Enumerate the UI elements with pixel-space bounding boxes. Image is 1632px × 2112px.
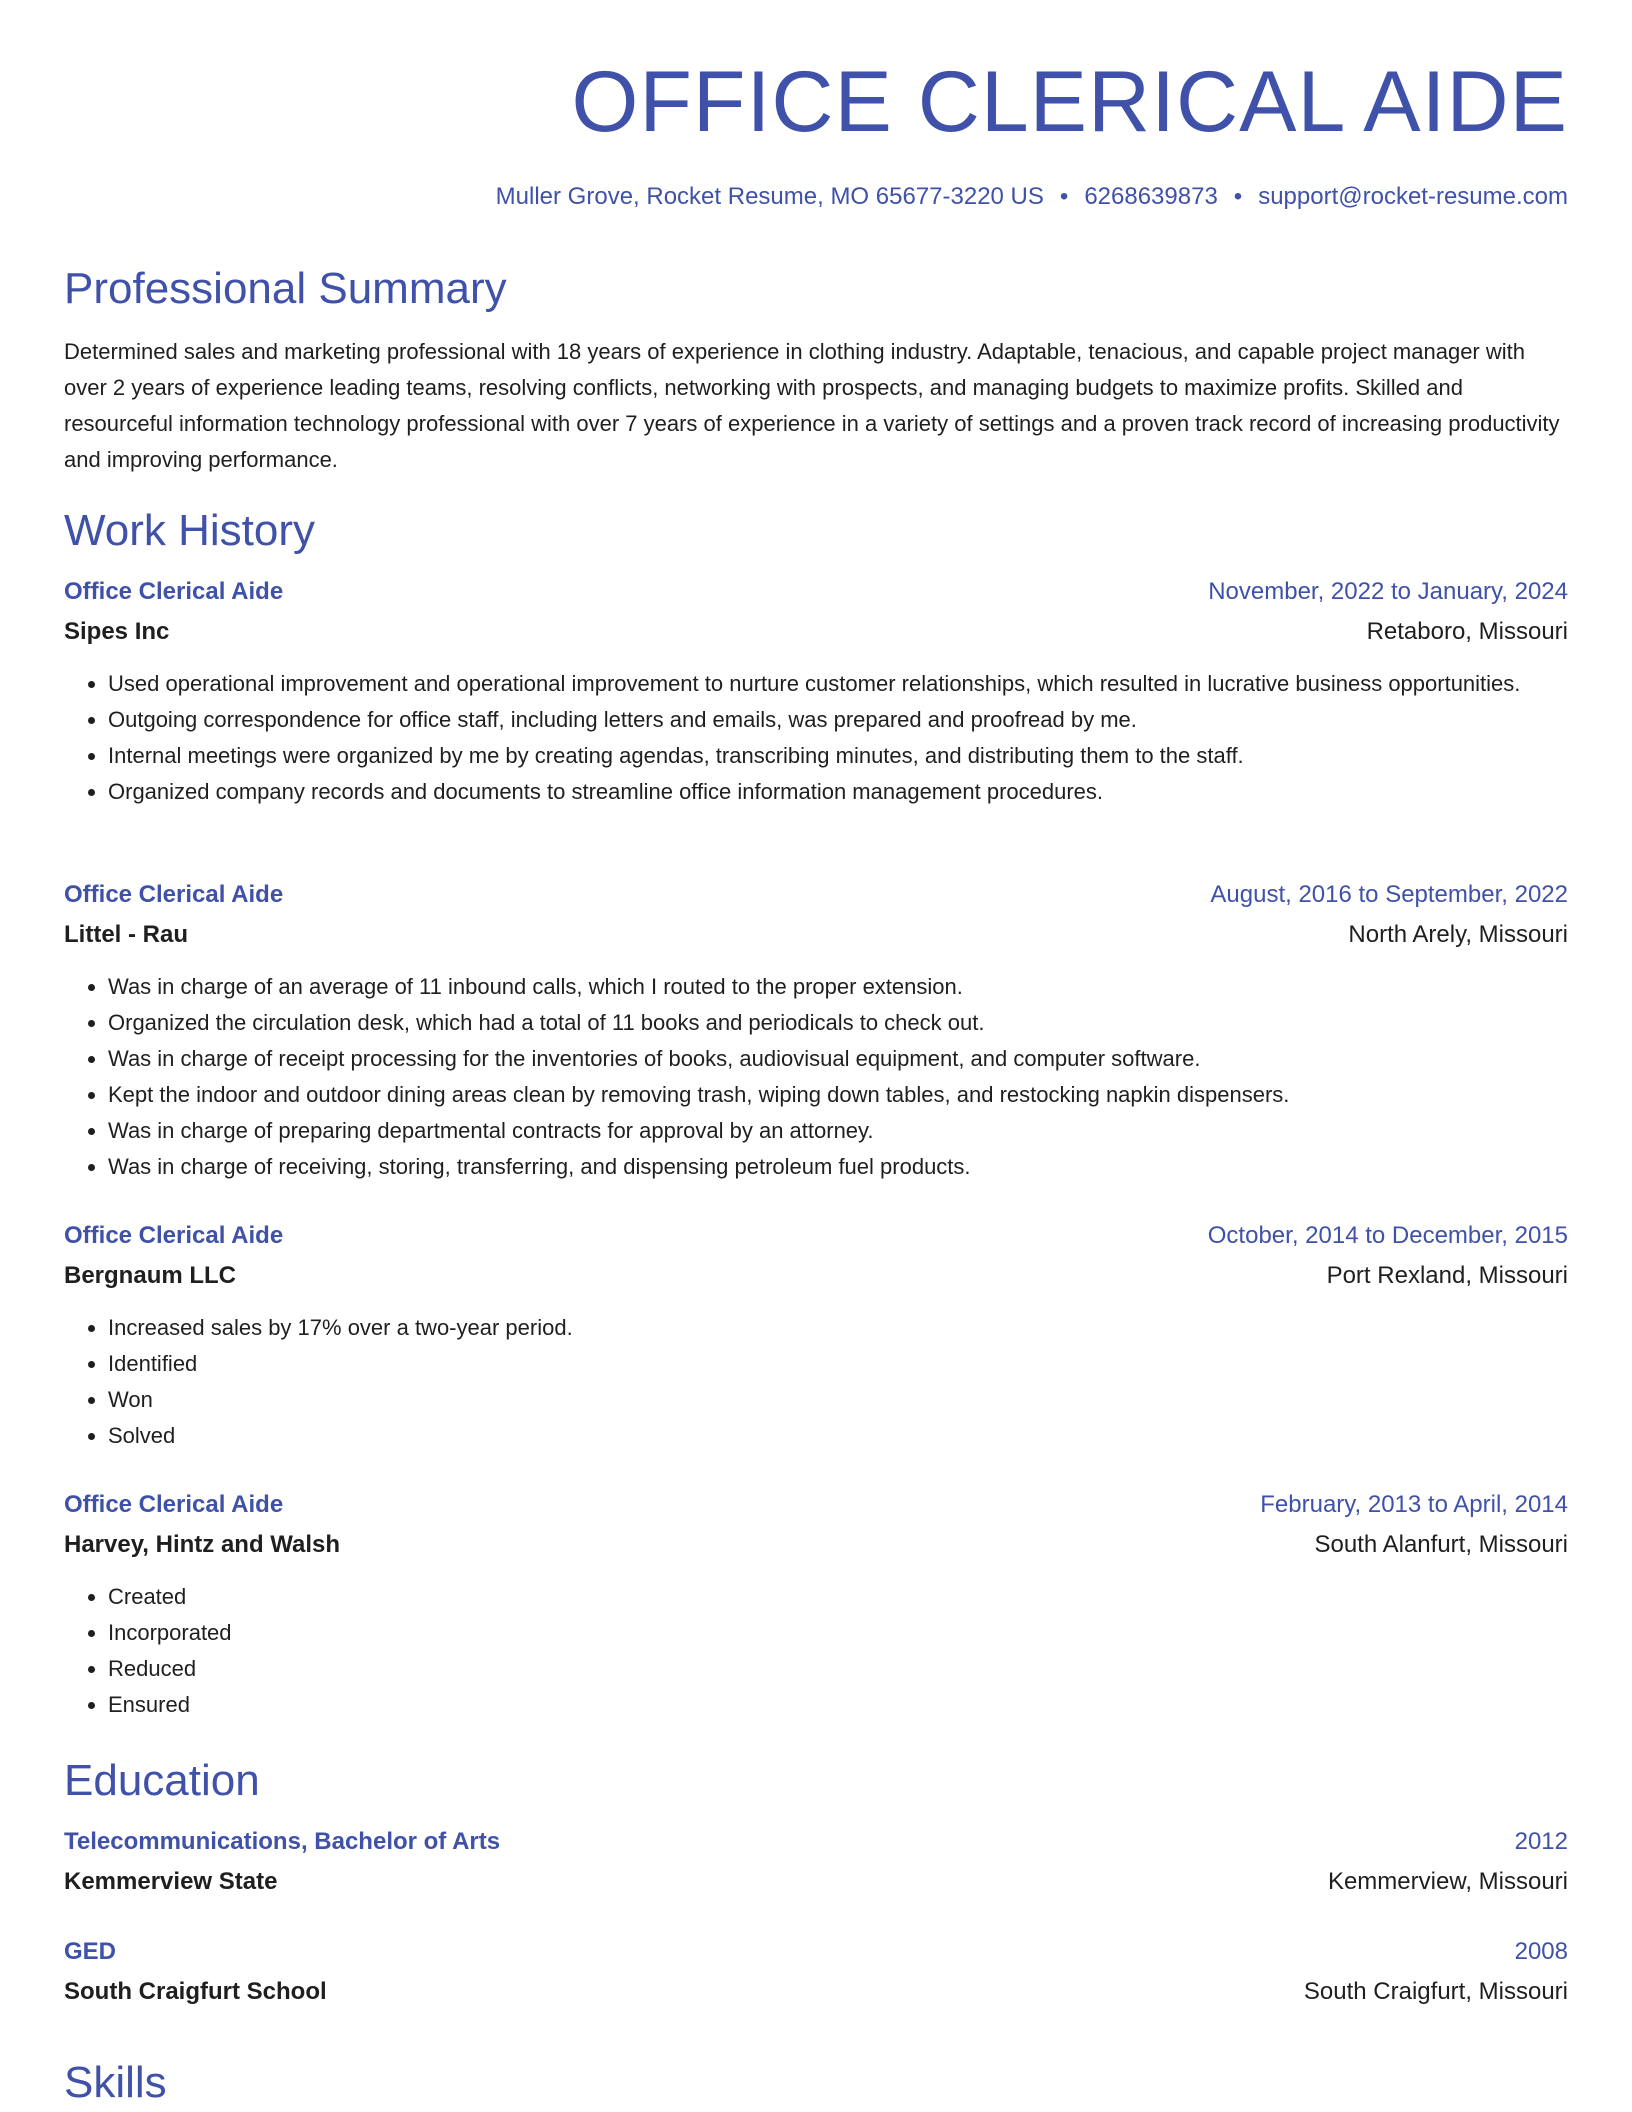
job-company: Sipes Inc	[64, 618, 170, 645]
bullet-item: • Ensured	[108, 1687, 1568, 1723]
school-name: Kemmerview State	[64, 1868, 278, 1895]
school-name: South Craigfurt School	[64, 1978, 327, 2005]
education-year: 2012	[1514, 1828, 1568, 1855]
bullet-item: • Organized company records and documents to streamline office information management procedures.	[108, 774, 1568, 810]
job-entry	[64, 572, 1568, 810]
bullet-item: • Created	[108, 1579, 1568, 1615]
bullet-item: • Incorporated	[108, 1615, 1568, 1651]
separator-dot: •	[1233, 183, 1243, 210]
bullet-item: • Won	[108, 1382, 1568, 1418]
degree-title: Telecommunications, Bachelor of Arts	[64, 1828, 501, 1855]
phone-text: 6268639873	[1084, 183, 1218, 210]
job-entry	[64, 1485, 1568, 1723]
job-dates: November, 2022 to January, 2024	[1208, 578, 1568, 605]
bullet-item: • Was in charge of an average of 11 inbound calls, which I routed to the proper extension.	[108, 969, 1568, 1005]
bullet-item: • Identified	[108, 1346, 1568, 1382]
job-company: Harvey, Hintz and Walsh	[64, 1531, 341, 1558]
job-bullets	[64, 969, 1568, 1185]
resume-title: OFFICE CLERICAL AIDE	[571, 54, 1568, 150]
bullet-item: • Was in charge of receipt processing for the inventories of books, audiovisual equipment, and computer software.	[108, 1041, 1568, 1077]
email-text: support@rocket-resume.com	[1258, 183, 1568, 210]
job-role: Office Clerical Aide	[64, 1491, 284, 1518]
address-text: Muller Grove, Rocket Resume, MO 65677-3220 US	[495, 183, 1044, 210]
education-entry	[64, 1822, 1568, 1902]
education-heading: Education	[64, 1756, 260, 1805]
job-dates: February, 2013 to April, 2014	[1260, 1491, 1568, 1518]
job-dates: August, 2016 to September, 2022	[1210, 881, 1568, 908]
degree-title: GED	[64, 1938, 117, 1965]
job-location: South Alanfurt, Missouri	[1314, 1531, 1568, 1558]
job-bullets	[64, 1579, 1568, 1723]
job-bullets	[64, 666, 1568, 810]
bullet-item: • Used operational improvement and operational improvement to nurture customer relationships, which resulted in lucrative business opportunities.	[108, 666, 1568, 702]
job-location: Retaboro, Missouri	[1366, 618, 1568, 645]
job-bullets	[64, 1310, 1568, 1454]
summary-text: Determined sales and marketing professional with 18 years of experience in clothing industry. Adaptable, tenacious, and capable project manager with over 2 years of experience leading teams, resolving conflicts, networking with prospects, and managing budgets to maximize profits. Skilled and resourceful information technology professional with over 7 years of experience in a variety of settings and a proven track record of increasing productivity and improving performance.	[64, 339, 1560, 472]
bullet-item: • Increased sales by 17% over a two-year period.	[108, 1310, 1568, 1346]
separator-dot: •	[1059, 183, 1069, 210]
job-company: Bergnaum LLC	[64, 1262, 237, 1289]
school-location: South Craigfurt, Missouri	[1303, 1978, 1568, 2005]
bullet-item: • Solved	[108, 1418, 1568, 1454]
job-role: Office Clerical Aide	[64, 1222, 284, 1249]
skills-heading: Skills	[64, 2058, 167, 2107]
contact-line	[496, 180, 1568, 214]
job-location: Port Rexland, Missouri	[1326, 1262, 1568, 1289]
job-role: Office Clerical Aide	[64, 578, 284, 605]
job-role: Office Clerical Aide	[64, 881, 284, 908]
education-year: 2008	[1514, 1938, 1568, 1965]
bullet-item: • Was in charge of preparing departmental contracts for approval by an attorney.	[108, 1113, 1568, 1149]
education-entry	[64, 1932, 1568, 2012]
job-location: North Arely, Missouri	[1348, 921, 1568, 948]
bullet-item: • Kept the indoor and outdoor dining areas clean by removing trash, wiping down tables, and restocking napkin dispensers.	[108, 1077, 1568, 1113]
bullet-item: • Reduced	[108, 1651, 1568, 1687]
job-dates: October, 2014 to December, 2015	[1207, 1222, 1568, 1249]
summary-heading: Professional Summary	[64, 264, 507, 313]
bullet-item: • Outgoing correspondence for office staff, including letters and emails, was prepared and proofread by me.	[108, 702, 1568, 738]
bullet-item: • Internal meetings were organized by me by creating agendas, transcribing minutes, and distributing them to the staff.	[108, 738, 1568, 774]
work-history-heading: Work History	[64, 506, 315, 555]
bullet-item: • Was in charge of receiving, storing, transferring, and dispensing petroleum fuel products.	[108, 1149, 1568, 1185]
school-location: Kemmerview, Missouri	[1327, 1868, 1568, 1895]
job-company: Littel - Rau	[64, 921, 188, 948]
job-entry	[64, 1216, 1568, 1454]
bullet-item: • Organized the circulation desk, which had a total of 11 books and periodicals to check out.	[108, 1005, 1568, 1041]
job-entry	[64, 875, 1568, 1185]
